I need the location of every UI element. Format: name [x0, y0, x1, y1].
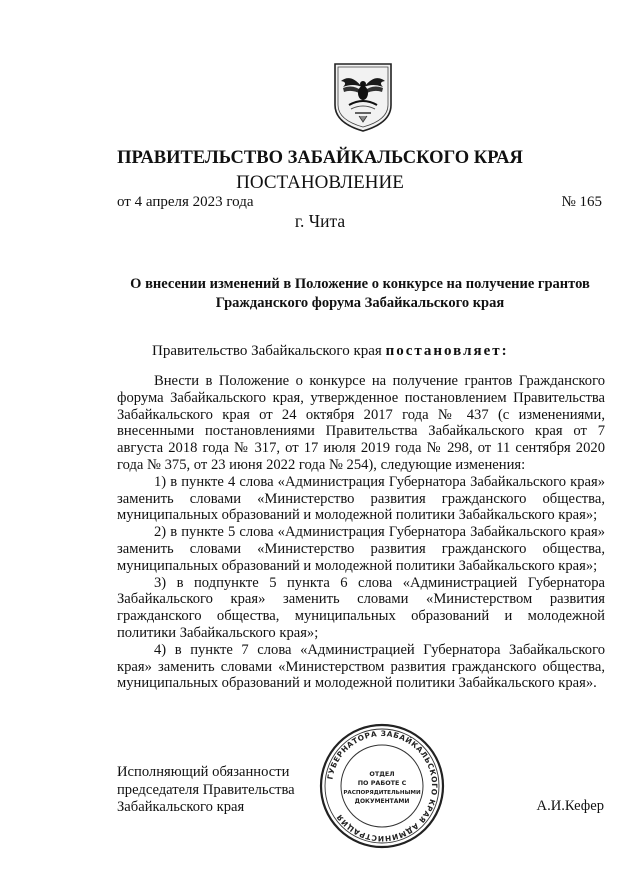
signer-title-line-2: председателя Правительства	[117, 781, 295, 798]
subject-line-2: Гражданского форума Забайкальского края	[215, 295, 505, 311]
coat-of-arms-eagle-icon	[331, 61, 395, 133]
stamp-center-line-4: ДОКУМЕНТАМИ	[354, 798, 410, 805]
document-number: № 165	[561, 194, 602, 210]
government-name: ПРАВИТЕЛЬСТВО ЗАБАЙКАЛЬСКОГО КРАЯ	[117, 148, 523, 168]
document-city: г. Чита	[294, 211, 346, 231]
stamp-center-line-1: ОТДЕЛ	[369, 770, 395, 778]
stamp-center-line-2: ПО РАБОТЕ С	[357, 779, 407, 787]
subject-line-1: О внесении изменений в Положение о конкурсе на получение грантов	[130, 276, 590, 292]
stamp-center-line-3: РАСПОРЯДИТЕЛЬНЫМИ	[343, 790, 421, 796]
body-paragraph: 3) в подпункте 5 пункта 6 слова «Администрацией Губернатора Забайкальского края» заменить словами «Министерством развития гражданского общества, муниципальных образований и молодежной политики Забайкальского края»;	[117, 574, 605, 641]
document-type: ПОСТАНОВЛЕНИЕ	[236, 172, 404, 193]
signer-name: А.И.Кефер	[536, 798, 604, 814]
body-paragraph: 2) в пункте 5 слова «Администрация Губернатора Забайкальского края» заменить словами «Министерство развития гражданского общества, муниципальных образований и молодежной политики Забайкальского края»;	[117, 524, 605, 574]
signer-title-line-3: Забайкальского края	[117, 799, 245, 815]
signer-title	[117, 764, 295, 817]
decree-statement	[152, 343, 509, 360]
body-paragraph: 1) в пункте 4 слова «Администрация Губернатора Забайкальского края» заменить словами «Министерство развития гражданского общества, муниципальных образований и молодежной политики Забайкальского края»;	[117, 473, 605, 524]
body-paragraph: 4) в пункте 7 слова «Администрацией Губернатора Забайкальского края» заменить словами «Министерством развития гражданского общества, муниципальных образований и молодежной политики Забайкальского края».	[117, 641, 605, 692]
document-date: от 4 апреля 2023 года	[117, 194, 254, 210]
decree-lead: Правительство Забайкальского края	[152, 343, 386, 359]
signer-title-line-1: Исполняющий обязанности	[117, 764, 290, 780]
stamp-ring-text: ГУБЕРНАТОРА ЗАБАЙКАЛЬСКОГО КРАЯ АДМИНИСТРАЦИЯ	[325, 728, 440, 844]
body-paragraph: Внести в Положение о конкурсе на получение грантов Гражданского форума Забайкальского края, утвержденное постановлением Правительства Забайкальского края от 24 октября 2017 года № 437 (с изменениями, внесенными постановлениями Правительства Забайкальского края от 7 августа 2018 года № 317, от 17 июля 2019 года № 298, от 11 сентября 2020 года № 375, от 23 июня 2022 года № 254), следующие изменения:	[117, 373, 605, 473]
document-subject	[100, 275, 620, 313]
official-stamp	[318, 722, 446, 850]
decree-verb: постановляет:	[385, 343, 509, 359]
document-body	[117, 373, 605, 692]
